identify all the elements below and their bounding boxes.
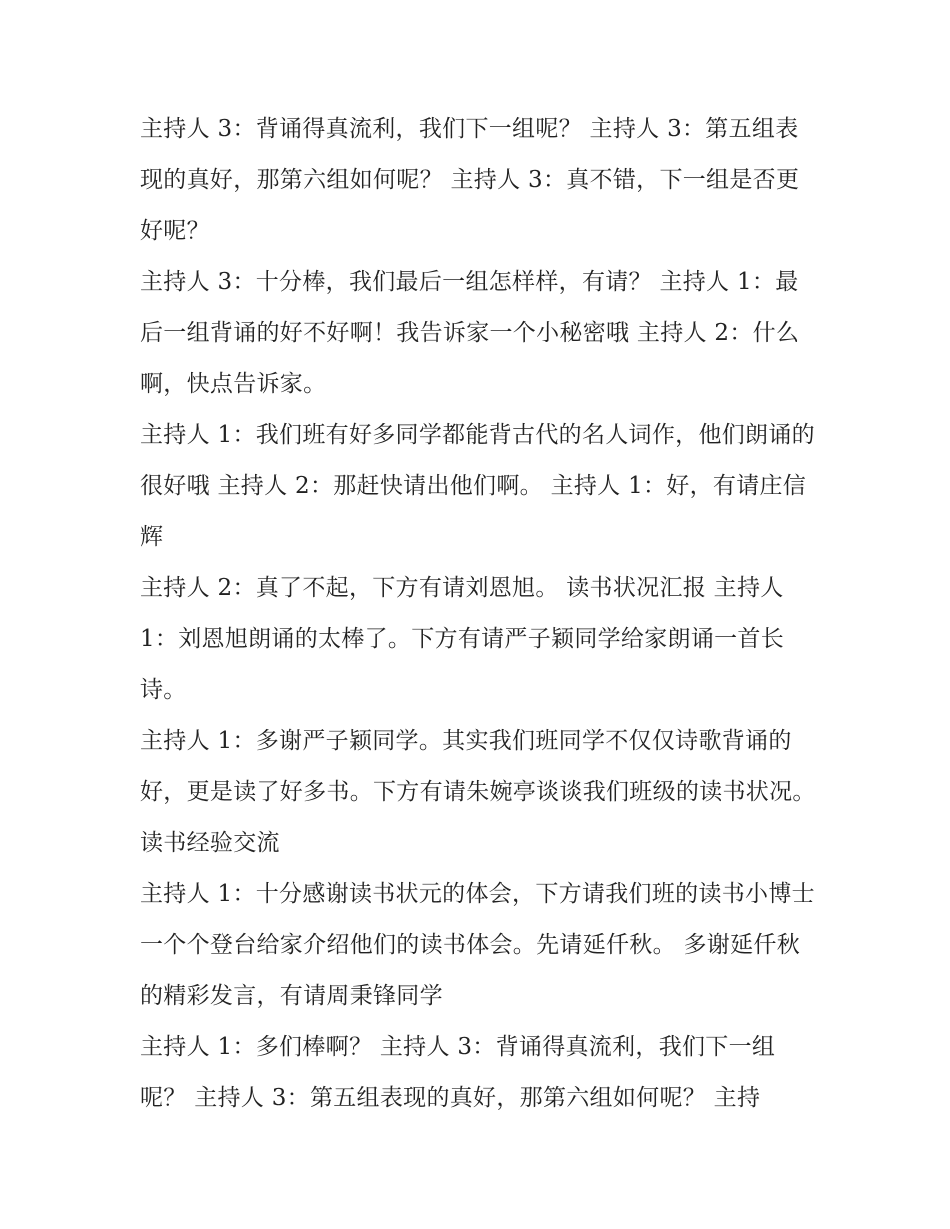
paragraph: 主持人 1：我们班有好多同学都能背古代的名人词作，他们朗诵的很好哦 主持人 2：那赶快请出他们啊。 主持人 1：好，有请庄信辉: [140, 422, 815, 550]
paragraph: 主持人 1：多们棒啊？ 主持人 3：背诵得真流利，我们下一组呢？ 主持人 3：第五组表现的真好，那第六组如何呢？ 主持: [140, 1034, 776, 1111]
document-body: [140, 104, 820, 1124]
paragraph: 主持人 1：多谢严子颖同学。其实我们班同学不仅仅诗歌背诵的好，更是读了好多书。下方有请朱婉亭谈谈我们班级的读书状况。 读书经验交流: [140, 728, 816, 856]
paragraph: 主持人 3：十分棒，我们最后一组怎样样，有请？ 主持人 1：最后一组背诵的好不好啊！我告诉家一个小秘密哦 主持人 2：什么啊，快点告诉家。: [140, 269, 800, 397]
paragraph: 主持人 3：背诵得真流利，我们下一组呢？ 主持人 3：第五组表现的真好，那第六组如何呢？ 主持人 3：真不错，下一组是否更好呢？: [140, 116, 800, 244]
paragraph: 主持人 2：真了不起，下方有请刘恩旭。 读书状况汇报 主持人 1：刘恩旭朗诵的太棒了。下方有请严子颖同学给家朗诵一首长诗。: [140, 575, 785, 703]
paragraph: 主持人 1：十分感谢读书状元的体会，下方请我们班的读书小博士一个个登台给家介绍他们的读书体会。先请延仟秋。 多谢延仟秋的精彩发言，有请周秉锋同学: [140, 881, 815, 1009]
